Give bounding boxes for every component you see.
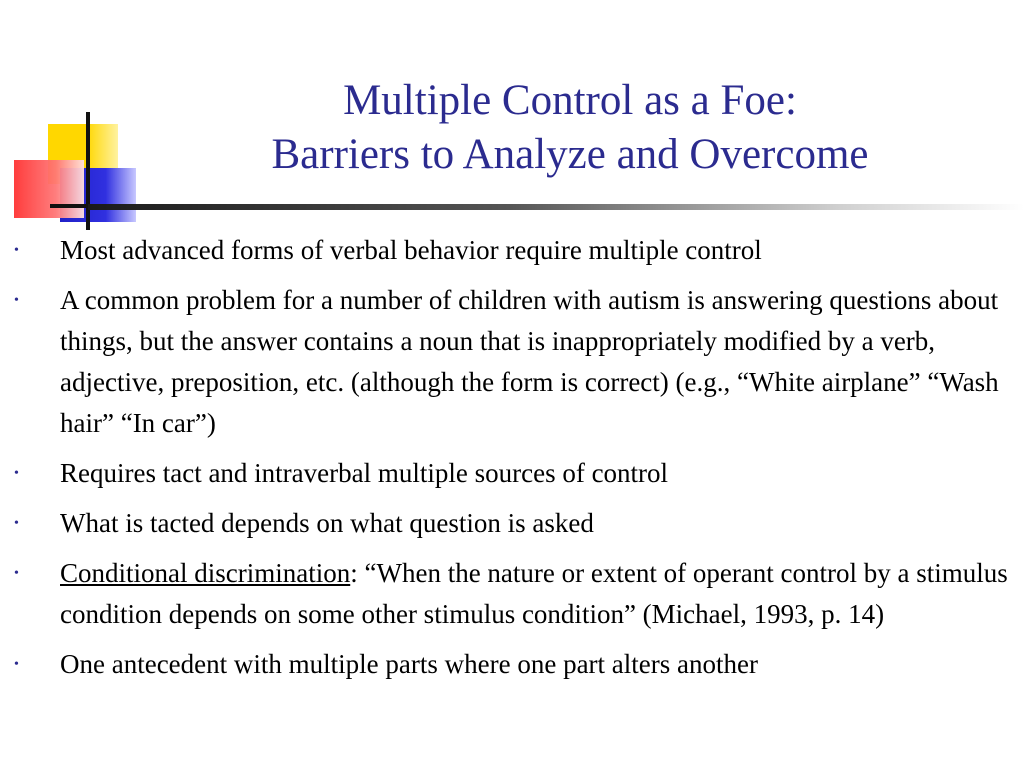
bullet-icon: • — [14, 243, 19, 258]
bullet-text: : “When the nature or extent of operant control by a stimulus condition depends on some other stimulus condition” (Michael, 1993, p. 14) — [60, 558, 1008, 629]
bullet-text: Most advanced forms of verbal behavior require multiple control — [60, 235, 762, 265]
bullet-item — [14, 503, 1014, 544]
bullet-icon: • — [14, 516, 19, 531]
bullet-item — [14, 230, 1014, 271]
title-divider-rule — [88, 204, 1024, 210]
bullet-item — [14, 553, 1014, 635]
bullet-term: Conditional discrimination — [60, 558, 351, 588]
bullet-item — [14, 453, 1014, 494]
red-square — [14, 160, 84, 218]
title-line-2: Barriers to Analyze and Overcome — [271, 131, 869, 178]
bullet-icon: • — [14, 293, 19, 308]
bullet-text: A common problem for a number of children with autism is answering questions about things, but the answer contains a noun that is inappropriately modified by a verb, adjective, preposition, etc. (although the form is correct) (e.g., “White airplane” “Wash hair” “In car”) — [60, 285, 999, 438]
bullet-text: One antecedent with multiple parts where one part alters another — [60, 649, 758, 679]
slide-title — [150, 74, 990, 182]
bullet-item — [14, 644, 1014, 685]
decorative-squares-logo — [0, 0, 140, 230]
bullet-item — [14, 280, 1014, 444]
bullet-icon: • — [14, 466, 19, 481]
bullet-icon: • — [14, 566, 19, 581]
bullet-text: Requires tact and intraverbal multiple sources of control — [60, 458, 669, 488]
bullet-icon: • — [14, 657, 19, 672]
logo-vertical-line — [86, 112, 90, 230]
title-line-1: Multiple Control as a Foe: — [343, 77, 797, 124]
bullet-list — [14, 230, 1014, 694]
bullet-text: What is tacted depends on what question is asked — [60, 508, 594, 538]
